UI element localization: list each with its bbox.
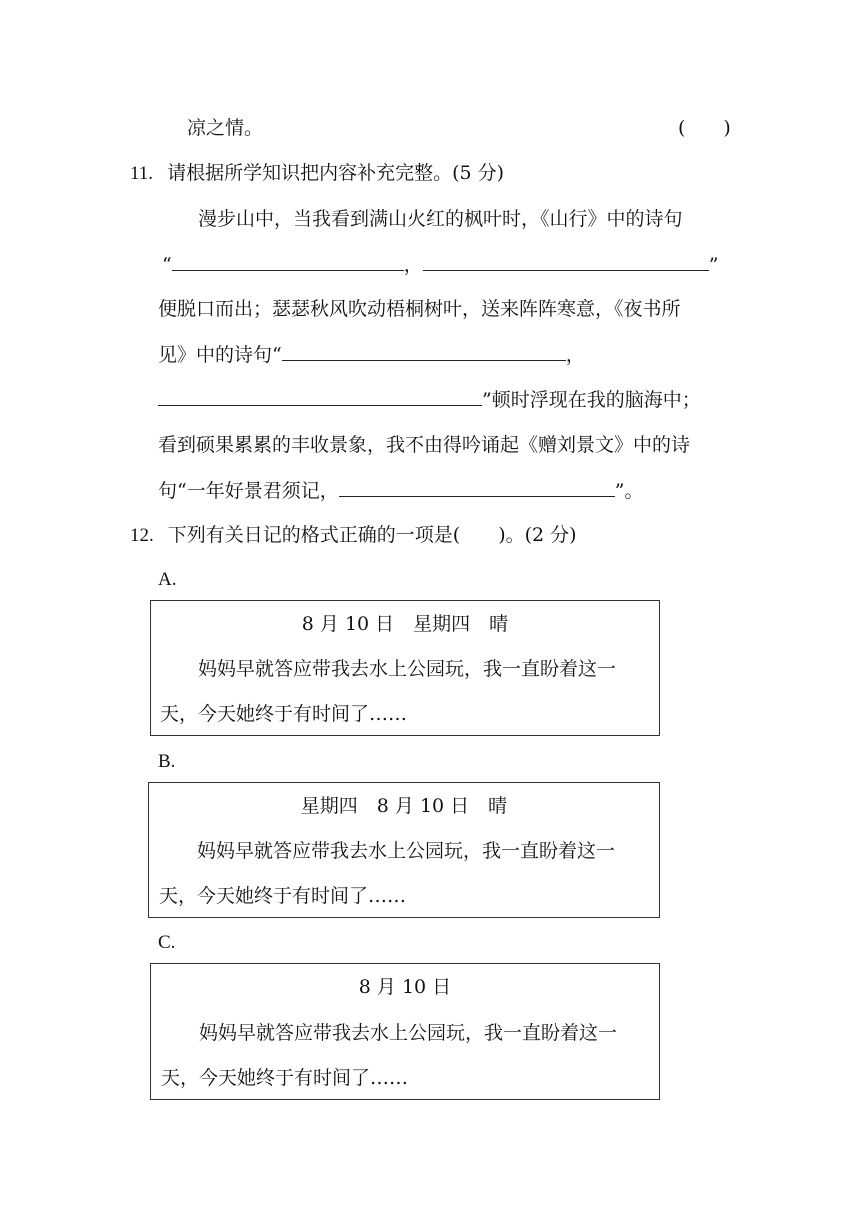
q11-line1: 漫步山中，当我看到满山火红的枫叶时，《山行》中的诗句 bbox=[198, 208, 683, 230]
fill-blank-2[interactable] bbox=[423, 252, 709, 271]
q12-number: 12. bbox=[130, 525, 154, 546]
option-b-header: 星期四 8 月 10 日 晴 bbox=[300, 795, 508, 817]
q11-line4-comma: ， bbox=[565, 344, 585, 366]
option-a-body-line1: 妈妈早就答应带我去水上公园玩，我一直盼着这一 bbox=[198, 658, 617, 680]
q11-block bbox=[130, 161, 504, 186]
fill-blank-4[interactable] bbox=[158, 387, 482, 406]
option-c-body-line1: 妈妈早就答应带我去水上公园玩，我一直盼着这一 bbox=[199, 1022, 618, 1044]
fill-blank-5[interactable] bbox=[339, 478, 615, 497]
q11-line5-text: ”顿时浮现在我的脑海中； bbox=[482, 389, 701, 411]
option-c-label[interactable]: C. bbox=[158, 932, 176, 953]
option-b-label[interactable]: B. bbox=[158, 751, 176, 772]
fill-blank-1[interactable] bbox=[172, 252, 404, 271]
option-a-header: 8 月 10 日 星期四 晴 bbox=[301, 613, 509, 635]
comma: ， bbox=[403, 254, 423, 276]
option-b-box bbox=[148, 782, 660, 918]
q11-prompt: 请根据所学知识把内容补充完整。(5 分) bbox=[167, 162, 505, 184]
q11-line4 bbox=[158, 342, 585, 367]
q11-number: 11. bbox=[130, 163, 154, 184]
q11-line2 bbox=[162, 252, 718, 277]
quote-open: “ bbox=[162, 254, 172, 276]
q11-line3: 便脱口而出；瑟瑟秋风吹动梧桐树叶，送来阵阵寒意，《夜书所 bbox=[158, 298, 681, 320]
q11-line6: 看到硕果累累的丰收景象，我不由得吟诵起《赠刘景文》中的诗 bbox=[158, 434, 691, 456]
fill-blank-3[interactable] bbox=[282, 342, 566, 361]
option-c-header: 8 月 10 日 bbox=[358, 976, 452, 998]
option-b-body-line1: 妈妈早就答应带我去水上公园玩，我一直盼着这一 bbox=[197, 840, 616, 862]
answer-parentheses[interactable]: ( ) bbox=[678, 117, 731, 139]
option-a-label[interactable]: A. bbox=[158, 569, 177, 590]
q11-line7-text: 句“一年好景君须记， bbox=[158, 480, 339, 502]
q12-block bbox=[130, 523, 577, 548]
q11-line4-text: 见》中的诗句“ bbox=[158, 344, 282, 366]
q11-line7 bbox=[158, 478, 643, 503]
previous-question-tail: 凉之情。 bbox=[187, 117, 264, 139]
q12-prompt: 下列有关日记的格式正确的一项是( )。(2 分) bbox=[167, 524, 577, 546]
option-a-body-line2: 天，今天她终于有时间了…… bbox=[160, 703, 408, 725]
option-b-body-line2: 天，今天她终于有时间了…… bbox=[159, 885, 407, 907]
q11-line7-end: ”。 bbox=[614, 480, 644, 502]
option-c-box bbox=[150, 963, 660, 1100]
option-c-body-line2: 天，今天她终于有时间了…… bbox=[161, 1067, 409, 1089]
quote-close: ” bbox=[708, 254, 719, 276]
q11-line5 bbox=[158, 387, 701, 412]
option-a-box bbox=[150, 600, 660, 736]
